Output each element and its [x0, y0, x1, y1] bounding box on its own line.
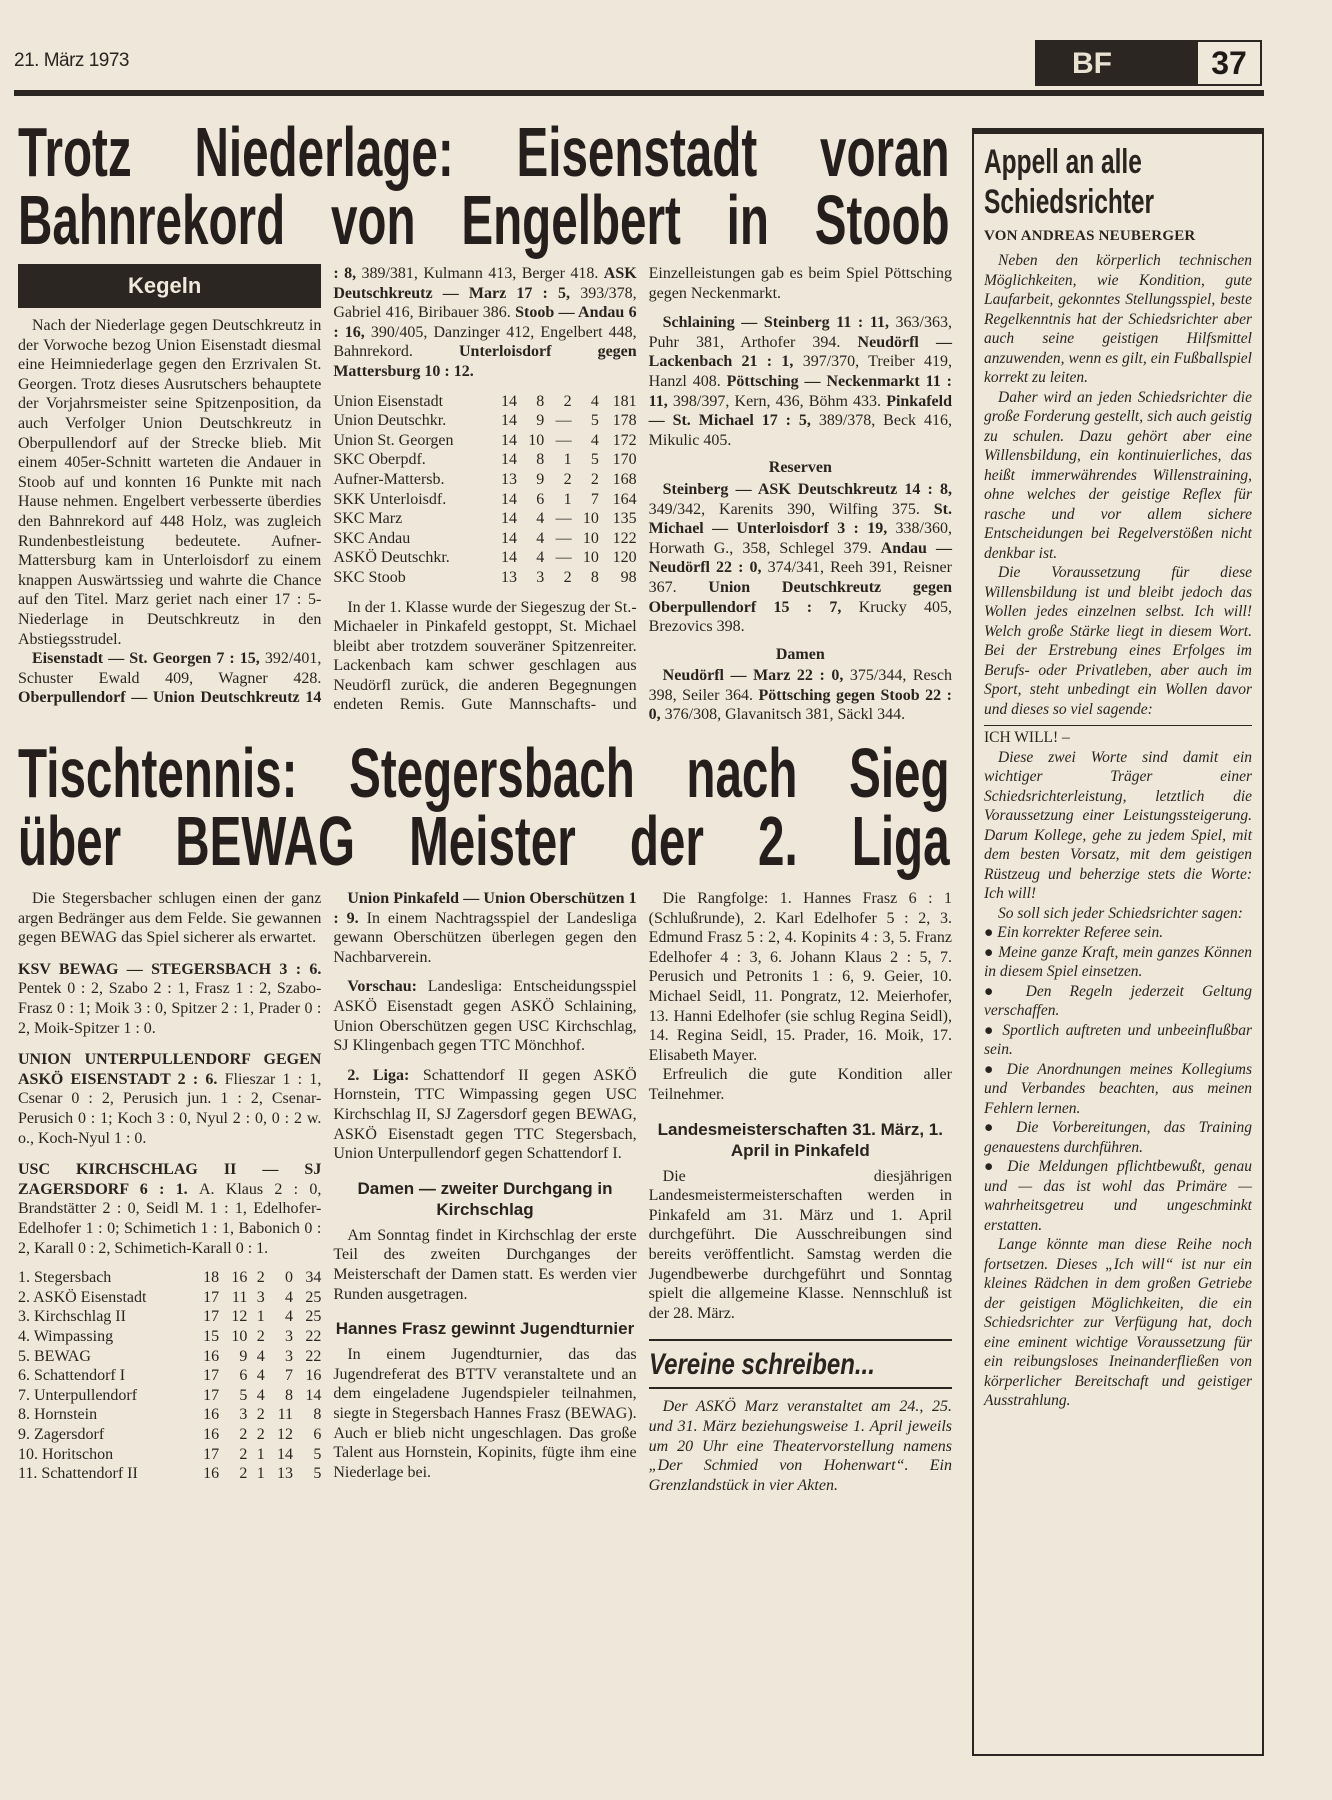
bold-result: Andau — Neudörfl 22 : 0, [648, 539, 952, 577]
table-row [18, 1327, 321, 1347]
headline-line: Bahnrekord von Engelbert in Stoob [18, 181, 950, 259]
team-name: 4. Wimpassing [18, 1327, 114, 1345]
text-run: 397/370, Treiber 419, Hanzl 408. [648, 353, 952, 390]
table-row [18, 1386, 321, 1406]
bullet-text: Die Vorbereitungen, das Training genauestens durchführen. [984, 1119, 1252, 1156]
stat-cell: 7 [285, 1367, 294, 1385]
stat-cell: 14 [500, 431, 517, 449]
bold-result: USC KIRCHSCHLAG II — SJ ZAGERSDORF 6 : 1. [18, 1161, 322, 1198]
team-name: ASKÖ Deutschkr. [333, 549, 450, 567]
stat-cell: 178 [612, 412, 637, 430]
table-row [333, 529, 636, 549]
stat-cell: 5 [590, 412, 599, 430]
stat-cell: 18 [203, 1269, 220, 1287]
paragraph: Die Rangfolge: 1. Hannes Frasz 6 : 1 (Schlußrunde), 2. Karl Edelhofer 5 : 2, 3. Edmund Frasz 5 : 2, 4. Kopinits 4 : 3, 5. Franz Edelhofer 4 : 3, 6. Johann Klaus 2 : 5, 7. Perusich und Petronits 1 : 6, 9. Geier, 10. Michael Seidl, 11. Pongratz, 12. Meierhofer, 13. Hanni Edelhofer (sie schlug Regina Seidl), 14. Regina Seidl, 15. Prader, 16. Moik, 17. Elisabeth Mayer. [648, 890, 952, 1064]
paragraph: So soll sich jeder Schiedsrichter sagen: [998, 904, 1243, 922]
stat-cell: 2 [256, 1269, 265, 1287]
stat-cell: 2 [239, 1445, 248, 1463]
stat-cell: 16 [305, 1367, 322, 1385]
team-name: Union Eisenstadt [333, 392, 444, 410]
stat-cell: — [555, 529, 572, 547]
stat-cell: 5 [239, 1386, 248, 1404]
issue-date: 21. März 1973 [14, 50, 129, 71]
stat-cell: 10 [231, 1327, 248, 1345]
paragraph: Neben den körperlich technischen Möglichkeiten, wie Kondition, gute Laufarbeit, gekonntes Stellungsspiel, beste Regelkenntnis hat der Schiedsrichter aber auch seine geistigen Hilfsmittel anzuwenden, wenn es gilt, ein Fußballspiel korrekt zu leiten. [984, 252, 1252, 386]
stat-cell: 22 [305, 1347, 322, 1365]
team-name: SKC Oberpdf. [333, 451, 426, 469]
stat-cell: 8 [313, 1406, 322, 1424]
text-run: A. Klaus 2 : 0, Brandstätter 2 : 0, Seidl M. 1 : 1, Edelhofer-Edelhofer 1 : 0; Schimetich 1 : 1, Babonich 0 : 2, Karall 0 : 2, Schimetich-Karall 0 : 1. [18, 1180, 322, 1257]
text-run: 398/397, Kern, 436, Böhm 433. [672, 392, 887, 410]
team-name: 6. Schattendorf I [18, 1367, 126, 1385]
stat-cell: 0 [285, 1269, 294, 1287]
bullet-text: Den Regeln jederzeit Geltung verschaffen. [984, 982, 1252, 1019]
stat-cell: 2 [563, 470, 572, 488]
stat-cell: 122 [612, 529, 637, 547]
stat-cell: 2 [239, 1425, 248, 1443]
paragraph [333, 977, 636, 1055]
stat-cell: 12 [231, 1308, 248, 1326]
stat-cell: 14 [500, 451, 517, 469]
team-name: 11. Schattendorf II [18, 1465, 138, 1483]
stat-cell: 4 [256, 1347, 265, 1365]
stat-cell: 2 [239, 1465, 248, 1483]
sidebar-text [984, 251, 1252, 1411]
table-row [18, 1405, 321, 1425]
stat-cell: 2 [256, 1406, 265, 1424]
stat-cell: 8 [536, 451, 545, 469]
stat-cell: 15 [203, 1327, 220, 1345]
stat-cell: 3 [239, 1406, 248, 1424]
bold-result: Pinkafeld — St. Michael 17 : 5, [648, 392, 952, 430]
table-row [333, 490, 636, 510]
main-content [18, 113, 952, 1495]
stat-cell: 9 [536, 470, 545, 488]
stat-cell: 25 [305, 1288, 322, 1306]
text-run: 376/308, Glavanitsch 381, Säckl 344. [664, 706, 906, 724]
text-run: 390/405, Danzinger 412, Engelbert 448, Bahnrekord. [333, 323, 637, 361]
stat-cell: — [555, 431, 572, 449]
stat-cell: 1 [563, 451, 572, 469]
team-name: SKC Stoob [333, 568, 406, 586]
headline-line: Trotz Niederlage: Eisenstadt voran [18, 113, 950, 191]
stat-cell: 4 [256, 1386, 265, 1404]
stat-cell: 10 [582, 549, 599, 567]
stat-cell: 8 [536, 392, 545, 410]
text-run: Krucky 405, Brezovics 398. [648, 598, 952, 636]
paragraph: In einem Jugendturnier, das das Jugendreferat des BTTV veranstaltete und an dem eingeladene Jugendspieler teilnahmen, siegte in Stegersbach Hannes Frasz (BEWAG). Auch er blieb nicht ungeschlagen. Das große Talent aus Hornstein, Kopinits, fügte ihm eine Niederlage bei. [333, 1346, 637, 1481]
subheading-jugendturnier: Hannes Frasz gewinnt Jugendturnier [335, 1319, 635, 1339]
match-report [18, 960, 321, 1038]
team-name: 9. Zagersdorf [18, 1425, 105, 1443]
table-row [333, 470, 636, 490]
stat-cell: 170 [612, 451, 637, 469]
stat-cell: 1 [256, 1445, 265, 1463]
table-row [18, 1307, 321, 1327]
team-name: SKK Unterloisdf. [333, 490, 447, 508]
bold-result: Stoob — Andau 6 : 16, [333, 304, 637, 341]
stat-cell: 17 [203, 1445, 220, 1463]
section-code: BF [1072, 47, 1112, 80]
bold-result: UNION UNTERPULLENDORF GEGEN ASKÖ EISENSTADT 2 : 6. [18, 1051, 322, 1088]
stat-cell: 2 [563, 568, 572, 586]
bold-result: Pöttsching — Neckenmarkt 11 : 11, [648, 372, 952, 410]
stat-cell: 2 [590, 470, 599, 488]
paragraph: Daher wird an jeden Schiedsrichter die große Forderung gestellt, sich auch geistig zu schulen. Dazu gehört aber eine Willensbildung, ein kontinuierliches, das heißt immerwährendes Willenstraining, ohne welches der geistige Reflex für rasche und vor allem sichere Entscheidungen bei Regelverstößen nicht denkbar ist. [984, 388, 1252, 562]
table-row [18, 1268, 321, 1288]
paragraph: Der ASKÖ Marz veranstaltet am 24., 25. und 31. März beziehungsweise 1. April jeweils um 20 Uhr eine Theatervorstellung namens „Der Schmied von Hohenwart“. Ein Grenzlandstück in vier Akten. [648, 1398, 952, 1494]
paragraph: Die Stegersbacher schlugen einen der ganz argen Bedränger aus dem Felde. Sie gewannen gegen BEWAG das Spiel sicherer als erwartet. [18, 890, 322, 947]
stat-cell: 164 [612, 490, 637, 508]
bullet-text: Die Anordnungen meines Kollegiums und Verbandes beachten, aus meinen Fehlern lernen. [984, 1060, 1252, 1117]
team-name: 8. Hornstein [18, 1406, 98, 1424]
stat-cell: 14 [500, 510, 517, 528]
stat-cell: 1 [256, 1308, 265, 1326]
team-name: 1. Stegersbach [18, 1269, 112, 1287]
text-run: 389/381, Kulmann 413, Berger 418. [361, 265, 604, 282]
text-run: 338/360, Horwath G., 358, Schlegel 379. [648, 520, 952, 557]
bold-result: ASK Deutschkreutz — Marz 17 : 5, [333, 265, 637, 302]
bullet-item [984, 943, 1252, 982]
bullet-icon: ● [984, 924, 998, 941]
bold-result: Neudörfl — Lackenbach 21 : 1, [648, 333, 952, 371]
bullet-item [984, 1060, 1252, 1119]
stat-cell: 16 [203, 1347, 220, 1365]
stat-cell: 5 [313, 1445, 322, 1463]
stat-cell: 11 [231, 1288, 248, 1306]
tischtennis-standings-table [18, 1268, 321, 1484]
team-name: Union Deutschkr. [333, 412, 447, 430]
stat-cell: 120 [612, 549, 637, 567]
stat-cell: 5 [590, 451, 599, 469]
stat-cell: 4 [536, 549, 545, 567]
bullet-text: Meine ganze Kraft, mein ganzes Können in diesem Spiel einsetzen. [984, 943, 1252, 980]
stat-cell: 181 [612, 392, 637, 410]
sidebar-title: Schiedsrichter [984, 183, 1155, 221]
stat-cell: 17 [203, 1367, 220, 1385]
match-report [18, 1160, 321, 1258]
stat-cell: 9 [536, 412, 545, 430]
subheading-reserven: Reserven [768, 459, 832, 477]
stat-cell: 2 [563, 392, 572, 410]
text-run: 349/342, Karenits 390, Wilfing 375. [648, 500, 934, 518]
stat-cell: 34 [305, 1269, 322, 1287]
paragraph [333, 889, 636, 967]
bullet-item [984, 1021, 1252, 1060]
stat-cell: — [555, 510, 572, 528]
stat-cell: 12 [277, 1425, 294, 1443]
stat-cell: 2 [256, 1425, 265, 1443]
table-row [18, 1366, 321, 1386]
stat-cell: 16 [231, 1269, 248, 1287]
match-report [18, 1050, 321, 1148]
bold-result: 2. Liga: [347, 1066, 423, 1084]
stat-cell: 1 [256, 1465, 265, 1483]
bold-result: Pöttsching gegen Stoob 22 : 0, [648, 686, 952, 724]
bold-result: Schlaining — Steinberg 11 : 11, [662, 314, 896, 332]
bullet-icon: ● [984, 1021, 1003, 1039]
stat-cell: 10 [582, 529, 599, 547]
stat-cell: 6 [536, 490, 545, 508]
stat-cell: 6 [239, 1367, 248, 1385]
stat-cell: 10 [528, 431, 545, 449]
text-run: 393/378, Gabriel 416, Biribauer 386. [333, 284, 637, 322]
text-run: Pentek 0 : 2, Szabo 2 : 1, Frasz 1 : 2, Szabo-Frasz 0 : 1; Moik 3 : 0, Spitzer 2 : 1, Prader 0 : 2, Moik-Spitzer 1 : 0. [18, 980, 322, 1037]
stat-cell: 3 [285, 1347, 294, 1365]
text-run: 389/378, Beck 416, Mikulic 405. [648, 412, 952, 449]
stat-cell: 11 [277, 1406, 294, 1424]
stat-cell: 4 [536, 529, 545, 547]
paragraph: Die diesjährigen Landesmeistermeisterschaften werden in Pinkafeld am 31. März und 1. April durchgeführt. Die Ausschreibungen sind bereits veröffentlicht. Samstag werden die Jugendbewerbe durchgeführt und Sonntag spielt die allgemeine Klasse. Nennschluß ist der 28. März. [648, 1167, 952, 1322]
bullet-icon: ● [984, 982, 1026, 1000]
stat-cell: 135 [612, 510, 637, 528]
table-row [333, 450, 636, 470]
bold-result: Unterloisdorf gegen Mattersburg 10 : 12. [333, 343, 637, 380]
article1-headline [18, 113, 952, 259]
paragraph: In der 1. Klasse wurde der Siegeszug der St.-Michaeler in Pinkafeld gestoppt, St. Michael bleibt aber trotzdem souveräner Spitzenreiter. Lackenbach kam schwer geschlagen aus Neudörfl zurück, die anderen Begegnungen endeten Remis. Gute Mannschafts- und Einzelleistungen gab es beim Spiel Pöttsching gegen Neckenmarkt. [333, 265, 952, 714]
page-number: 37 [1198, 42, 1260, 84]
stat-cell: 10 [582, 510, 599, 528]
article1-body [18, 264, 952, 725]
stat-cell: 14 [500, 412, 517, 430]
bullet-text: Die Meldungen pflichtbewußt, genau und — das ist wohl das Primäre — wahrheitsgetreu und ungeschminkt erstatten. [984, 1158, 1252, 1234]
stat-cell: — [555, 549, 572, 567]
text-run: Landesliga: Entscheidungsspiel ASKÖ Eisenstadt gegen ASKÖ Schlaining, Union Oberschützen gegen USC Kirchschlag, SJ Klingenbach gegen TTC Mönchhof. [333, 978, 637, 1055]
sidebar-title: Appell an alle [984, 143, 1142, 181]
table-row [333, 548, 636, 568]
bullet-icon: ● [984, 1060, 1007, 1078]
paragraph [649, 480, 952, 637]
team-name: 5. BEWAG [18, 1347, 91, 1365]
stat-cell: 7 [590, 490, 599, 508]
bold-result: Neudörfl — Marz 22 : 0, [662, 667, 850, 685]
stat-cell: 14 [277, 1445, 294, 1463]
team-name: 7. Unterpullendorf [18, 1386, 138, 1404]
headline-line: Tischtennis: Stegersbach nach Sieg [18, 734, 950, 813]
bold-result: Vorschau: [347, 978, 428, 996]
text-run: 374/341, Reeh 391, Reisner 367. [648, 559, 952, 596]
team-name: SKC Andau [333, 529, 411, 547]
stat-cell: 14 [305, 1386, 322, 1404]
bold-result: St. Michael — Unterloisdorf 3 : 19, [648, 500, 952, 538]
bullet-icon: ● [984, 1119, 1017, 1136]
stat-cell: 13 [500, 568, 517, 586]
stat-cell: 4 [285, 1288, 294, 1306]
subheading-damen: Damen [775, 645, 825, 663]
text-run: 363/363, Puhr 381, Arthofer 394. [648, 314, 952, 351]
paragraph: Nach der Niederlage gegen Deutschkreutz in der Vorwoche bezog Union Eisenstadt diesmal eine Heimniederlage gegen den Erzrivalen St. Georgen. Trotz dieses Ausrutschers behauptete der Vorjahrsmeister seine Spitzenposition, da auch Verfolger Union Deutschkreutz in Oberpullendorf auf der Strecke blieb. Mit einem 405er-Schnitt warteten die Andauer in Stoob auf und konnten 16 Punkte mit nach Hause nehmen. Engelbert verbesserte überdies den Bahnrekord auf 448 Holz, was zugleich Rundenbestleistung bedeutete. Aufner-Mattersburg kam in Unterloisdorf zu einem knappen Auswärtssieg und wahrte die Chance auf den Titel. Marz geriet nach einer 17 : 5-Niederlage in Deutschkreutz in den Abstiegsstrudel. [18, 317, 322, 648]
bullet-item [984, 1157, 1252, 1235]
subheading-damen-durchgang: Damen — zweiter Durchgang in Kirchschlag [357, 1178, 613, 1219]
text-run: Schattendorf II gegen ASKÖ Hornstein, TTC Wimpassing gegen USC Kirchschlag II, SJ Zagersdorf gegen BEWAG, ASKÖ Eisenstadt gegen TTC Stegersbach, Union Unterpullendorf gegen Schattendorf I. [333, 1066, 637, 1163]
bold-result: Eisenstadt — St. Georgen 7 : 15, [32, 650, 265, 668]
team-name: Union St. Georgen [333, 431, 454, 449]
stat-cell: 98 [620, 568, 637, 586]
stat-cell: 13 [277, 1465, 294, 1483]
section-label-kegeln: Kegeln [18, 264, 321, 308]
bullet-item [984, 982, 1252, 1021]
stat-cell: 16 [203, 1425, 220, 1443]
paragraph: Diese zwei Worte sind damit ein wichtiger Träger einer Schiedsrichterleistung, letztlich die Voraussetzung einer Leistungssteigerung. Darum Kollege, gehe zu jedem Spiel, mit dem besten Vorsatz, mit dem geistigen Rüstzeug und beherzige stets die Worte: Ich will! [984, 748, 1252, 902]
subheading-landesmeisterschaften: Landesmeisterschaften 31. März, 1. April in Pinkafeld [657, 1119, 943, 1160]
stat-cell: 13 [500, 470, 517, 488]
paragraph [333, 1066, 636, 1164]
team-name: 3. Kirchschlag II [18, 1308, 126, 1326]
stat-cell: 14 [500, 392, 517, 410]
stat-cell: 22 [305, 1327, 322, 1345]
article2-body [18, 889, 952, 1495]
stat-cell: 6 [313, 1425, 322, 1443]
bold-result: KSV BEWAG — STEGERSBACH 3 : 6. [18, 960, 322, 978]
team-name: 2. ASKÖ Eisenstadt [18, 1288, 147, 1306]
text-run: Flieszar 1 : 1, Csenar 0 : 2, Perusich jun. 1 : 2, Csenar-Perusich 0 : 1; Koch 3 : 0, Nyul 2 : 0, 0 : 2 w. o., Koch-Nyul 1 : 0. [18, 1070, 322, 1147]
stat-cell: 8 [590, 568, 599, 586]
team-name: SKC Marz [333, 510, 403, 528]
bullet-icon: ● [984, 943, 999, 961]
stat-cell: 4 [590, 431, 599, 449]
table-row [18, 1347, 321, 1367]
vereine-heading [649, 1339, 952, 1389]
bullet-text: Ein korrekter Referee sein. [997, 924, 1164, 941]
paragraph: Erfreulich die gute Kondition aller Teilnehmer. [648, 1066, 952, 1103]
bullet-item [984, 1118, 1252, 1157]
stat-cell: 14 [500, 490, 517, 508]
table-row [333, 431, 636, 451]
stat-cell: 1 [563, 490, 572, 508]
bullet-icon: ● [984, 1158, 1008, 1175]
ich-will-heading: ICH WILL! – [984, 725, 1252, 748]
bold-result: Oberpullendorf — Union Deutschkreutz 14 : 8, [18, 265, 362, 707]
paragraph: Die Voraussetzung für diese Willensbildung ist und bleibt jedoch das Wollen jedes einzelnen selbst. Ich will! Welch große Stärke liegt in diesem Wort. Bei der Erstrebung eines Erfolges im Berufs- oder Privatleben, aber auch im Sport, steht unbedingt ein Wollen davor und dieses so viel sagende: [984, 564, 1252, 718]
bullet-text: Sportlich auftreten und unbeeinflußbar sein. [984, 1021, 1252, 1058]
vereine-heading-text: Vereine schreiben... [648, 1348, 875, 1382]
stat-cell: 4 [536, 510, 545, 528]
paragraph: Lange könnte man diese Reihe noch fortsetzen. Dieses „Ich will“ ist nur ein kleines Rädchen in dem großen Getriebe der geistigen Möglichkeiten, die ein Schiedsrichter zur Verfügung hat, doch eine eminent wichtige Voraussetzung für ein reibungsloses Ineinanderfließen von körperlicher Bereitschaft und geistiger Ausstrahlung. [984, 1236, 1252, 1409]
bold-result: Steinberg — ASK Deutschkreutz 14 : 8, [662, 480, 952, 498]
text-run: 392/401, Schuster Ewald 409, Wagner 428. [18, 650, 322, 687]
paragraph [649, 313, 952, 450]
stat-cell: — [555, 412, 572, 430]
kegeln-standings-table [333, 392, 636, 588]
team-name: 10. Horitschon [18, 1445, 114, 1463]
stat-cell: 3 [536, 568, 545, 586]
table-row [18, 1464, 321, 1484]
stat-cell: 172 [612, 431, 637, 449]
stat-cell: 3 [256, 1288, 265, 1306]
paragraph [649, 666, 952, 725]
stat-cell: 3 [285, 1327, 294, 1345]
sidebar-box [972, 128, 1264, 1756]
byline: VON ANDREAS NEUBERGER [984, 228, 1196, 244]
bold-result: Union Deutschkreutz gegen Oberpullendorf 15 : 7, [648, 578, 952, 616]
table-row [333, 411, 636, 431]
team-name: Aufner-Mattersb. [333, 470, 445, 488]
bold-result: Union Pinkafeld — Union Oberschützen 1 : 9. [333, 890, 637, 927]
paragraph: Am Sonntag findet in Kirchschlag der erste Teil des zweiten Durchganges der Meisterschaft der Damen statt. Es werden vier Runden ausgetragen. [333, 1226, 637, 1303]
stat-cell: 17 [203, 1288, 220, 1306]
stat-cell: 16 [203, 1465, 220, 1483]
stat-cell: 2 [256, 1327, 265, 1345]
stat-cell: 9 [239, 1347, 248, 1365]
table-row [18, 1288, 321, 1308]
headline-line: über BEWAG Meister der 2. Liga [18, 802, 950, 881]
table-row [333, 509, 636, 529]
header-rule [14, 90, 1264, 96]
stat-cell: 17 [203, 1308, 220, 1326]
stat-cell: 4 [256, 1367, 265, 1385]
stat-cell: 4 [590, 392, 599, 410]
text-run: In einem Nachtragsspiel der Landesliga gewann Oberschützen überlegen gegen den Nachbarverein. [333, 909, 637, 966]
bullet-item [984, 923, 1252, 943]
article2-headline [18, 734, 952, 881]
stat-cell: 4 [285, 1308, 294, 1326]
stat-cell: 168 [612, 470, 637, 488]
stat-cell: 17 [203, 1386, 220, 1404]
stat-cell: 8 [285, 1386, 294, 1404]
table-row [333, 568, 636, 588]
stat-cell: 5 [313, 1465, 322, 1483]
table-row [18, 1425, 321, 1445]
stat-cell: 14 [500, 529, 517, 547]
table-row [18, 1445, 321, 1465]
stat-cell: 16 [203, 1406, 220, 1424]
bullet-list [984, 923, 1252, 1235]
text-run: 375/344, Resch 398, Seiler 364. [648, 667, 952, 704]
stat-cell: 14 [500, 549, 517, 567]
page-marker [1035, 40, 1262, 86]
stat-cell: 25 [305, 1308, 322, 1326]
table-row [333, 392, 636, 412]
